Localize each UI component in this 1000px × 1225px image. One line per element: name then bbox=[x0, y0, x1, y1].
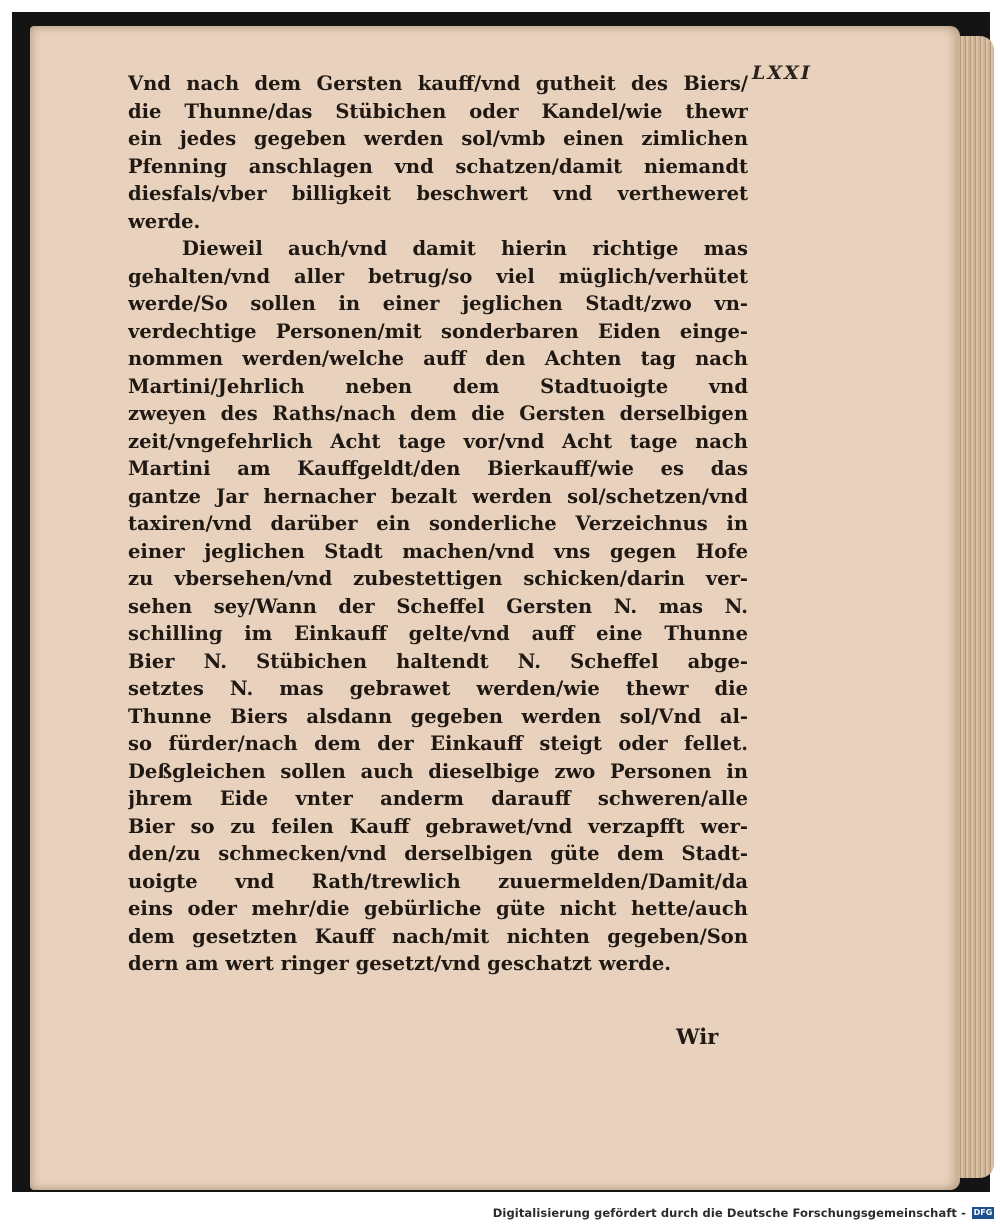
text-line: Vnd nach dem Gersten kauff/vnd gutheit des Biers/ bbox=[128, 72, 748, 95]
text-line: jhrem Eide vnter anderm darauff schweren/alle bbox=[128, 787, 748, 810]
text-line: den/zu schmecken/vnd derselbigen güte dem Stadt- bbox=[128, 842, 748, 865]
dfg-logo: DFG bbox=[973, 1208, 993, 1217]
text-line: einer jeglichen Stadt machen/vnd vns gegen Hofe bbox=[128, 539, 748, 563]
text-line: setztes N. mas gebrawet werden/wie thewr die bbox=[128, 677, 748, 700]
text-line: taxiren/vnd darüber ein sonderliche Verzeichnus in bbox=[128, 512, 748, 535]
text-line: ein jedes gegeben werden sol/vmb einen zimlichen bbox=[128, 127, 748, 150]
text-line: nommen werden/welche auff den Achten tag nach bbox=[128, 347, 748, 370]
text-line: verdechtige Personen/mit sonderbaren Eiden einge- bbox=[128, 319, 748, 343]
page-text bbox=[128, 70, 748, 978]
text-line: eins oder mehr/die gebürliche güte nicht hette/auch bbox=[128, 897, 748, 920]
text-line: sehen sey/Wann der Scheffel Gersten N. mas N. bbox=[128, 594, 748, 618]
text-line: so fürder/nach dem der Einkauff steigt oder fellet. bbox=[128, 732, 748, 755]
folio-number: LXXI bbox=[752, 62, 812, 84]
text-line: Martini/Jehrlich neben dem Stadtuoigte vnd bbox=[128, 374, 748, 398]
text-line: uoigte vnd Rath/trewlich zuuermelden/Damit/da bbox=[128, 869, 748, 893]
text-line: gehalten/vnd aller betrug/so viel müglich/verhütet bbox=[128, 264, 748, 288]
text-line: Thunne Biers alsdann gegeben werden sol/Vnd al- bbox=[128, 704, 748, 728]
text-line: diesfals/vber billigkeit beschwert vnd vertheweret bbox=[128, 182, 748, 205]
text-line: zeit/vngefehrlich Acht tage vor/vnd Acht tage nach bbox=[128, 429, 748, 453]
catchword: Wir bbox=[676, 1024, 719, 1049]
text-line: zweyen des Raths/nach dem die Gersten derselbigen bbox=[128, 402, 748, 425]
text-line: die Thunne/das Stübichen oder Kandel/wie thewr bbox=[128, 99, 748, 123]
text-line: Bier N. Stübichen haltendt N. Scheffel abge- bbox=[128, 649, 748, 673]
text-line: dern am wert ringer gesetzt/vnd geschatzt werde. bbox=[128, 952, 672, 975]
text-line: Pfenning anschlagen vnd schatzen/damit niemandt bbox=[128, 154, 748, 178]
page-edges bbox=[958, 36, 994, 1178]
digitization-credit: Digitalisierung gefördert durch die Deutsche Forschungsgemeinschaft - bbox=[492, 1206, 966, 1220]
text-line: werde/So sollen in einer jeglichen Stadt/zwo vn- bbox=[128, 292, 748, 315]
text-line: Martini am Kauffgeldt/den Bierkauff/wie es das bbox=[128, 457, 748, 480]
text-line: zu vbersehen/vnd zubestettigen schicken/darin ver- bbox=[128, 567, 748, 590]
text-line: dem gesetzten Kauff nach/mit nichten gegeben/Son bbox=[128, 924, 748, 948]
text-line: Deßgleichen sollen auch dieselbige zwo Personen in bbox=[128, 759, 748, 783]
paragraph-start: Dieweil auch/vnd damit hierin richtige mas bbox=[182, 237, 748, 260]
text-line: werde. bbox=[128, 209, 201, 233]
text-line: gantze Jar hernacher bezalt werden sol/schetzen/vnd bbox=[128, 484, 748, 508]
text-line: Bier so zu feilen Kauff gebrawet/vnd verzapfft wer- bbox=[128, 814, 748, 838]
text-line: schilling im Einkauff gelte/vnd auff eine Thunne bbox=[128, 622, 748, 645]
